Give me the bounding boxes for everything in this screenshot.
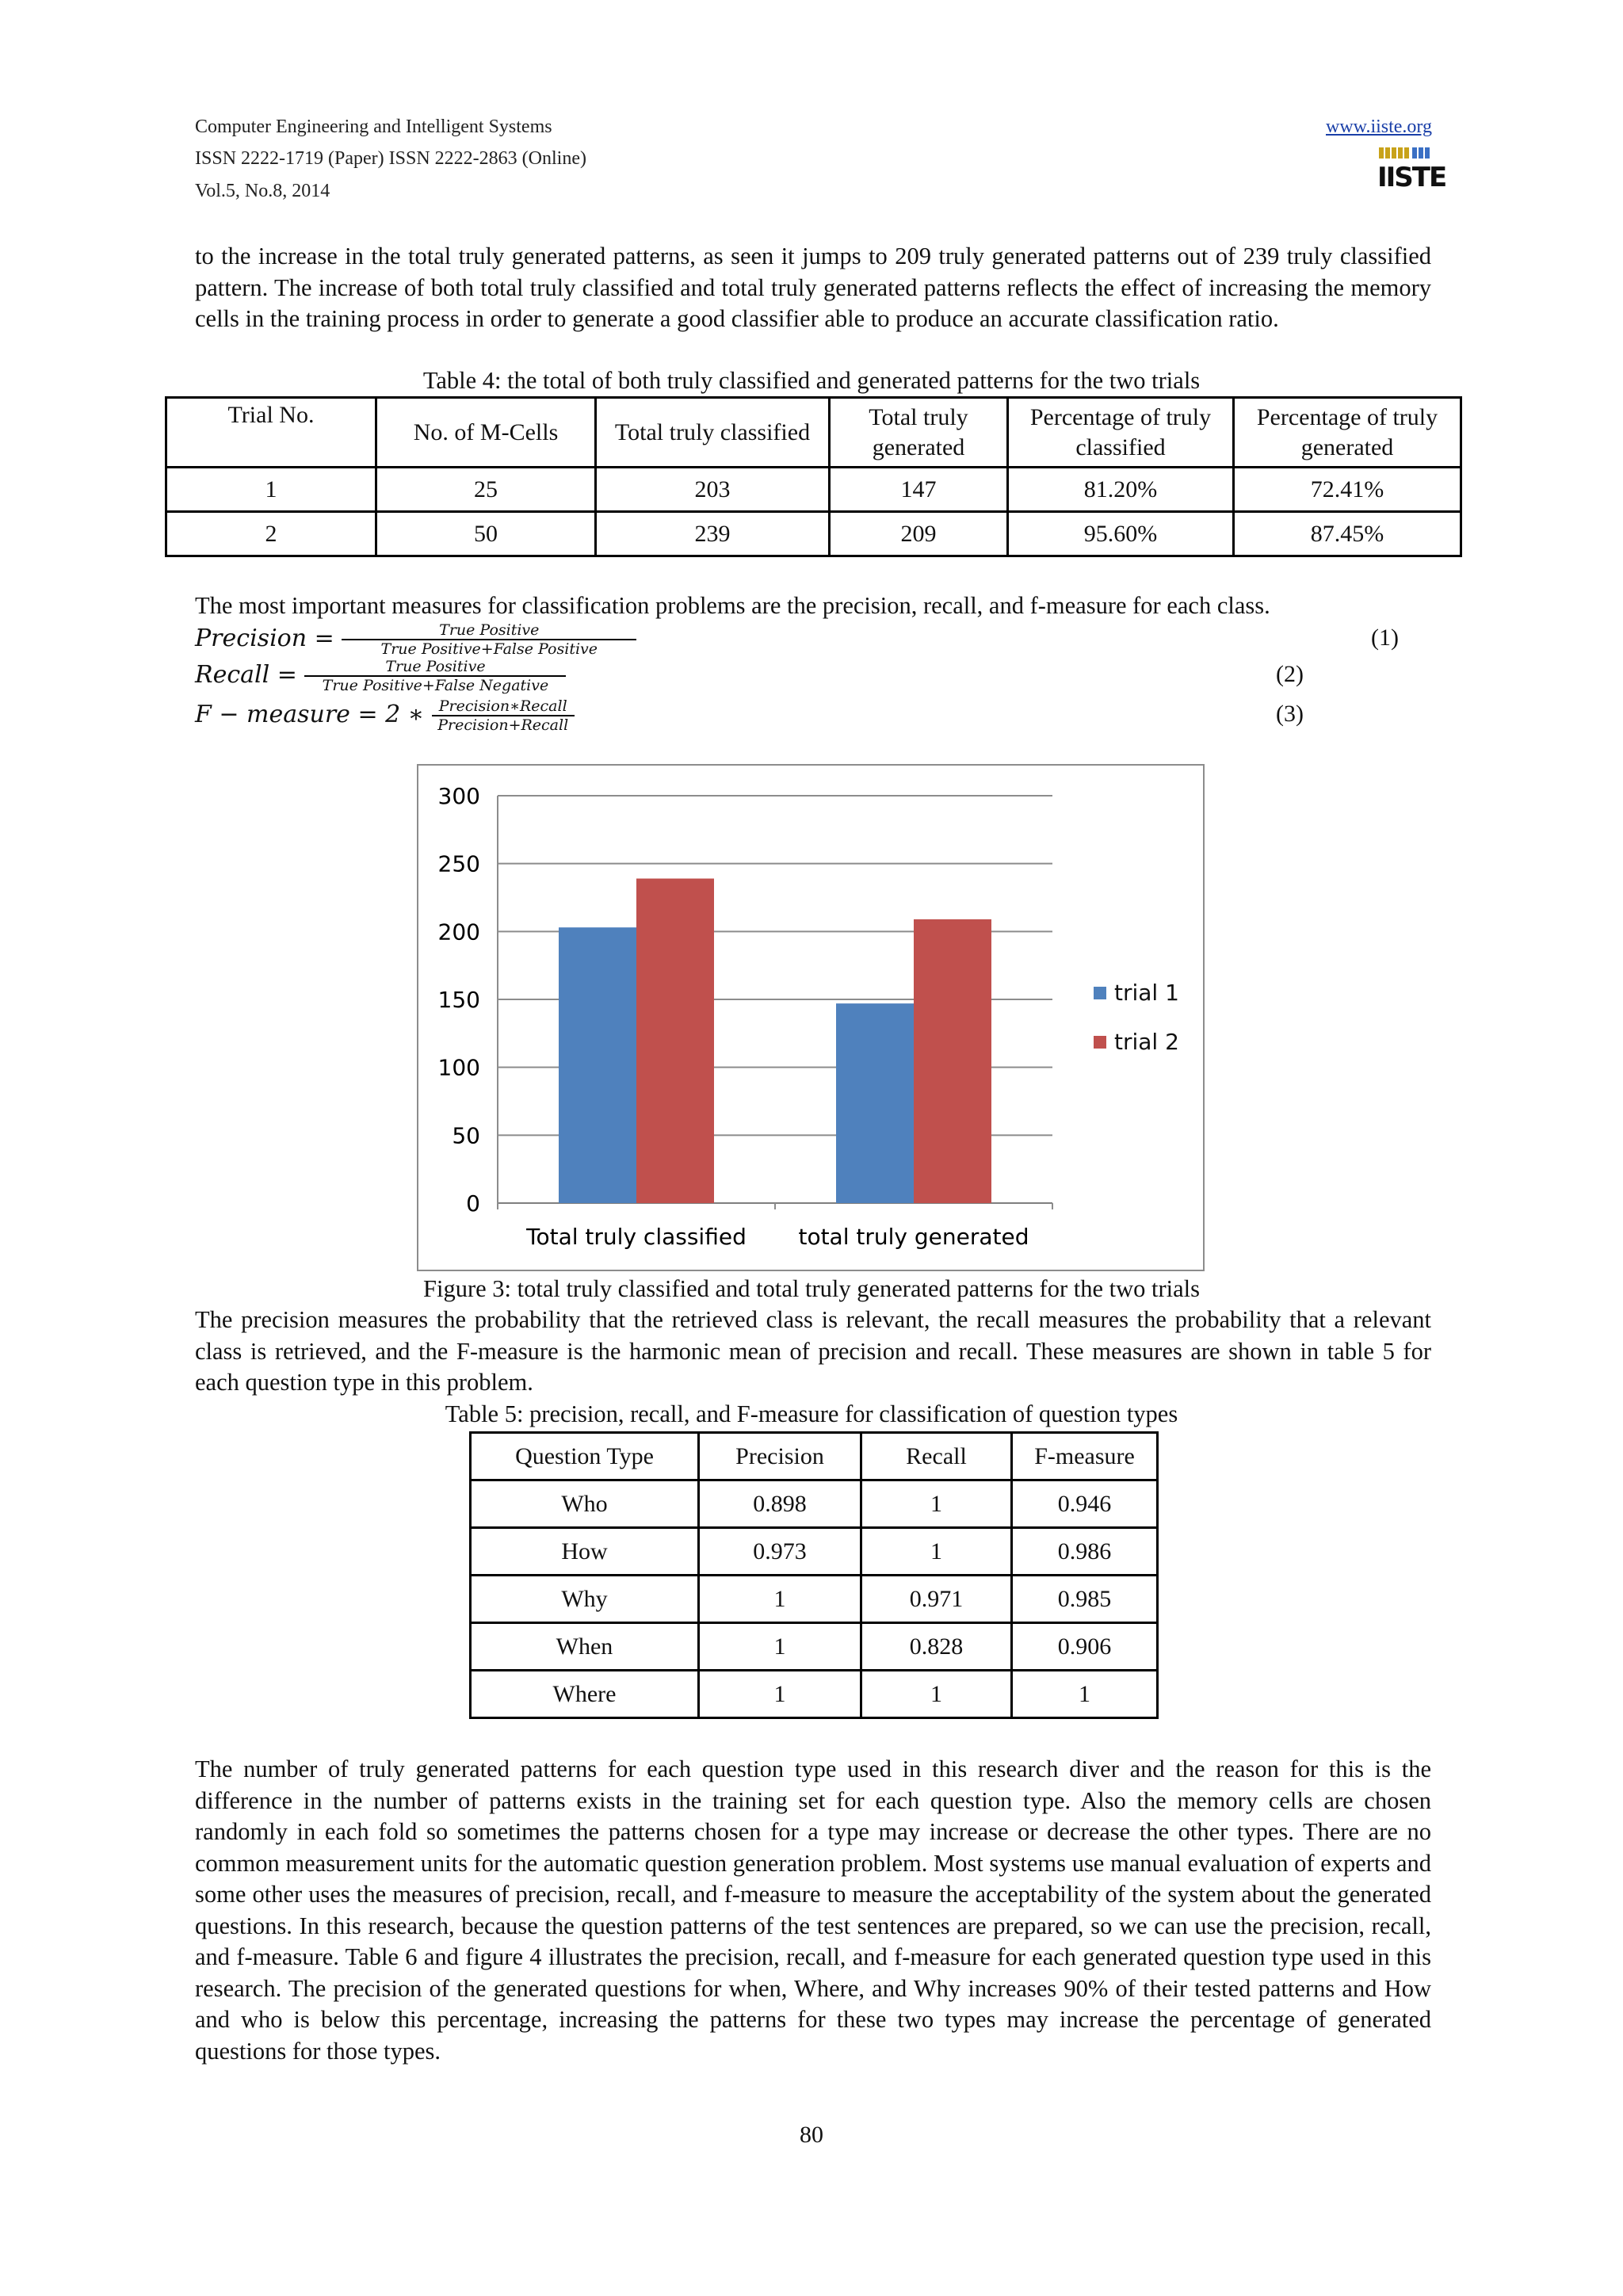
table5-cell: 0.985 [1012,1576,1158,1623]
equation-lhs: Precision = [195,625,334,652]
y-tick-label: 300 [437,783,480,809]
y-tick-label: 250 [437,850,480,877]
equation-lhs: Recall = [195,661,297,689]
y-tick-label: 100 [437,1054,480,1081]
table5-cell: 1 [699,1576,861,1623]
table5-cell: When [471,1623,699,1671]
table5-cell: 1 [861,1671,1012,1718]
figure3-caption: Figure 3: total truly classified and total truly generated patterns for the two trials [423,1275,1200,1302]
table5-cell: 0.898 [699,1480,861,1528]
table5-row [471,1623,1158,1671]
table4-cell: 50 [376,512,596,556]
table4-cell: 147 [830,468,1008,512]
table5-cell: 0.946 [1012,1480,1158,1528]
table4 [165,396,1462,557]
bar-chart-svg [418,766,1203,1270]
equation-fraction [342,621,636,658]
equation-fmeasure [195,697,575,734]
y-tick-label: 0 [466,1190,480,1217]
bar-trial-1-0 [559,927,636,1203]
table5-cell: 1 [699,1623,861,1671]
table4-cell: 209 [830,512,1008,556]
x-tick-label: total truly generated [798,1224,1029,1250]
bar-chart [417,764,1205,1271]
table4-header-cell: Total truly classified [596,398,830,468]
equation-recall [195,658,566,694]
paragraph-2-text: The most important measures for classification problems are the precision, recall, and f-measure for each class. [195,592,1270,619]
table4-cell: 203 [596,468,830,512]
equation-number: (1) [1371,625,1399,651]
legend-swatch [1094,1036,1106,1049]
issn: ISSN 2222-1719 (Paper) ISSN 2222-2863 (Online) [195,148,586,169]
equation-numerator: True Positive [304,658,566,677]
equation-fraction [304,658,566,694]
equation-fraction [432,697,575,734]
equation-lhs: F − measure = 2 ∗ [195,701,425,728]
equation-number: (3) [1276,701,1304,727]
table5-cell: 0.971 [861,1576,1012,1623]
table4-row [166,512,1461,556]
equation-denominator: Precision+Recall [437,716,569,734]
table4-header-cell: Total truly generated [830,398,1008,468]
table5-row [471,1576,1158,1623]
equation-precision [195,621,636,658]
bar-trial-2-0 [636,879,714,1203]
table5-cell: 1 [861,1528,1012,1576]
table4-cell: 2 [166,512,376,556]
equation-denominator: True Positive+False Negative [322,677,549,694]
table5-cell: 1 [861,1480,1012,1528]
paragraph-3-text: The precision measures the probability that the retrieved class is relevant, the recall measures the probability that a relevant class is retrieved, and the F-measure is the harmonic mean of precision and recall. These measures are shown in table 5 for each question type in this problem. [195,1306,1431,1396]
table5-cell: 0.986 [1012,1528,1158,1576]
legend-label: trial 1 [1114,980,1179,1006]
equation-numerator: Precision∗Recall [432,697,575,716]
table5-cell: 0.906 [1012,1623,1158,1671]
legend-label: trial 2 [1114,1029,1179,1055]
table5-cell: 0.828 [861,1623,1012,1671]
table5-cell: Where [471,1671,699,1718]
logo-text: IISTE [1377,162,1446,193]
table5-caption: Table 5: precision, recall, and F-measure for classification of question types [445,1400,1178,1427]
table4-cell: 72.41% [1234,468,1461,512]
paragraph-4 [195,1754,1431,2067]
page-number: 80 [800,2122,823,2148]
table4-cell: 25 [376,468,596,512]
table4-cell: 81.20% [1008,468,1234,512]
table4-cell: 1 [166,468,376,512]
paragraph-4-text: The number of truly generated patterns for each question type used in this research diver and the reason for this is the difference in the number of patterns exists in the training set for each question type. Also the memory cells are chosen randomly in each fold so sometimes the patterns chosen for a type may increase or decrease the other types. There are no common measurement units for the automatic question generation problem. Most systems use manual evaluation of experts and some other uses the measures of precision, recall, and f-measure to measure the acceptability of the system about the generated questions. In this research, because the question patterns of the test sentences are prepared, so we can use the precision, recall, and f-measure. Table 6 and figure 4 illustrates the precision, recall, and f-measure for each generated question type used in this research. The precision of the generated questions for when, Where, and Why increases 90% of their tested patterns and How and who is below this percentage, increasing the patterns for these two types may increase the percentage of generated questions for those types. [195,1755,1431,2065]
table5-header-row [471,1433,1158,1480]
equation-number: (2) [1276,661,1304,687]
equation-denominator: True Positive+False Positive [380,640,598,658]
journal-title: Computer Engineering and Intelligent Systems [195,117,552,137]
table4-header-cell: Trial No. [166,398,376,468]
table5-cell: Who [471,1480,699,1528]
paragraph-3 [195,1305,1431,1399]
paragraph-1-text: to the increase in the total truly generated patterns, as seen it jumps to 209 truly generated patterns out of 239 truly classified pattern. The increase of both total truly classified and total truly generated patterns reflects the effect of increasing the memory cells in the training process in order to generate a good classifier able to produce an accurate classification ratio. [195,243,1431,332]
table5-cell: 1 [1012,1671,1158,1718]
table4-header-cell: Percentage of truly classified [1008,398,1234,468]
table5-cell: How [471,1528,699,1576]
table4-cell: 95.60% [1008,512,1234,556]
legend-swatch [1094,987,1106,999]
website-link[interactable]: www.iiste.org [1326,117,1432,137]
y-tick-label: 50 [452,1122,480,1149]
y-tick-label: 200 [437,919,480,946]
table5 [469,1431,1159,1719]
table4-header-cell: Percentage of truly generated [1234,398,1461,468]
table4-caption: Table 4: the total of both truly classified and generated patterns for the two trials [422,367,1201,394]
table5-row [471,1480,1158,1528]
paragraph-2 [195,590,1431,622]
table5-header-cell: Precision [699,1433,861,1480]
legend-item-trial-2 [1094,1029,1179,1055]
y-tick-label: 150 [437,987,480,1013]
equation-numerator: True Positive [342,621,636,640]
table5-cell: Why [471,1576,699,1623]
table4-row [166,468,1461,512]
table5-cell: 0.973 [699,1528,861,1576]
table5-header-cell: Recall [861,1433,1012,1480]
table5-cell: 1 [699,1671,861,1718]
table4-cell: 239 [596,512,830,556]
table5-header-cell: Question Type [471,1433,699,1480]
iiste-logo [1377,146,1446,206]
paragraph-1 [195,241,1431,335]
table4-header-row [166,398,1461,468]
legend-item-trial-1 [1094,980,1179,1006]
table4-cell: 87.45% [1234,512,1461,556]
bar-trial-2-1 [914,919,991,1203]
table5-row [471,1671,1158,1718]
x-tick-label: Total truly classified [526,1224,747,1250]
table5-row [471,1528,1158,1576]
bar-trial-1-1 [836,1003,914,1203]
table5-header-cell: F-measure [1012,1433,1158,1480]
volume: Vol.5, No.8, 2014 [195,181,330,201]
table4-header-cell: No. of M-Cells [376,398,596,468]
